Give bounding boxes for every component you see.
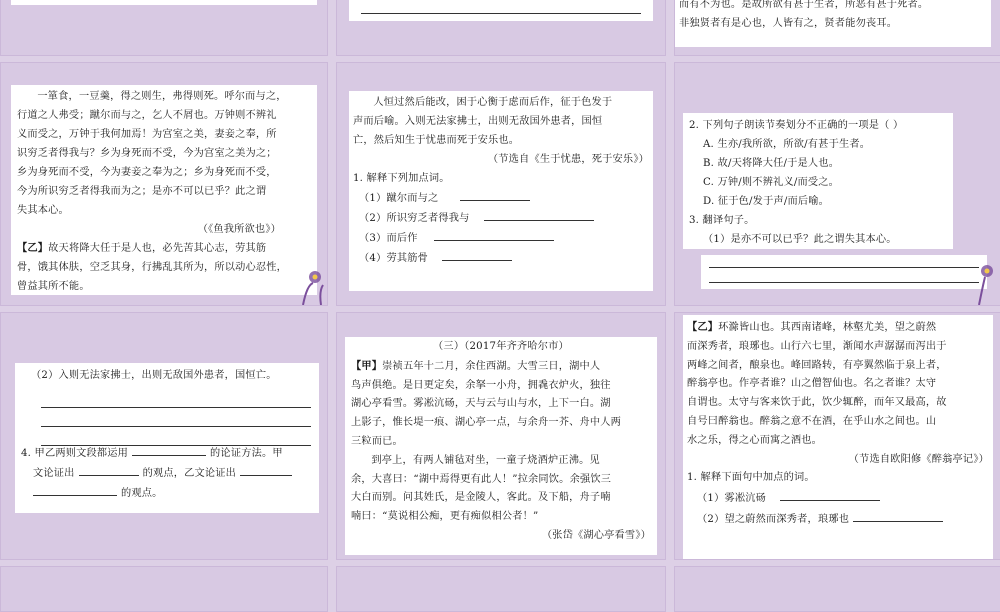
answer-blank[interactable]: [442, 248, 512, 261]
s2-item-3: [353, 228, 649, 248]
s2-item-4-text: （4）劳其筋骨: [359, 253, 429, 264]
card-s4: [15, 363, 319, 513]
s3-option-c[interactable]: C. 万钟/则不辨礼义/而受之。: [703, 177, 840, 188]
s6-yi-tag: 【乙】: [687, 321, 719, 333]
s3-option-a[interactable]: A. 生亦/我所欲，所欲/有甚于生者。: [703, 139, 871, 150]
s6-line-5: 自谓也。太守与客来饮于此，饮少辄醉，而年又最高，故: [687, 397, 947, 409]
s5-line-8: 大白而别。问其姓氏，是金陵人，客此。及下船，舟子喃: [351, 492, 611, 504]
s1-yi-line-2: 骨，饿其体肤，空乏其身，行拂乱其所为，所以动心忍性，: [17, 262, 288, 273]
s3-q3: 3. 翻译句子。: [689, 215, 755, 226]
s2-source: （节选自《生于忧患，死于安乐》）: [487, 154, 649, 165]
card-top-left: [11, 0, 317, 5]
slide-2: [336, 62, 666, 306]
slide-top-right: [674, 0, 1000, 56]
s5-line-4: 上影子，惟长堤一痕、湖心亭一点，与余舟一芥、舟中人两: [351, 417, 622, 429]
slide-6: [674, 312, 1000, 560]
s4-q4-line-1: [21, 443, 313, 463]
top-right-line-2: 非独贤者有是心也，人皆有之，贤者能勿丧耳。: [679, 18, 898, 29]
s6-line-6: 自号曰醉翁也。醉翁之意不在酒，在乎山水之间也。山: [687, 415, 937, 427]
s2-q1: 1. 解释下列加点词。: [353, 173, 450, 184]
s2-line-3: 亡，然后知生于忧患而死于安乐也。: [353, 135, 520, 146]
slide-5: [336, 312, 666, 560]
s6-yi-para: [687, 318, 989, 338]
answer-blank[interactable]: [460, 188, 530, 201]
card-s5: [345, 337, 657, 555]
s5-line-7: 余，大喜曰：“湖中焉得更有此人！”拉余同饮。余强饮三: [351, 473, 612, 485]
s5-line-2: 鸟声俱绝。是日更定矣，余拏一小舟，拥毳衣炉火，独往: [351, 379, 611, 391]
s6-line-4: 醉翁亭也。作亭者谁？山之僧智仙也。名之者谁？太守: [687, 378, 937, 390]
s6-item-2-text: （2）望之蔚然而深秀者，琅琊也: [697, 513, 850, 525]
s2-item-1-text: （1）蹴尔而与之: [359, 193, 439, 204]
s1-source: （《鱼我所欲也》）: [197, 224, 281, 235]
s4-q4-line-2: [21, 463, 313, 483]
s3-option-b[interactable]: B. 故/天将降大任/于是人也。: [703, 158, 840, 169]
s5-line-6: 到亭上，有两人铺毡对坐，一童子烧酒炉正沸。见: [371, 454, 600, 466]
s1-yi-line-3: 曾益其所不能。: [17, 281, 90, 292]
slide-bottom-mid: [336, 566, 666, 612]
s5-jia-para: [351, 357, 651, 377]
answer-blank[interactable]: [240, 463, 292, 476]
s6-line-3: 两峰之间者，酿泉也。峰回路转，有亭翼然临于泉上者，: [687, 359, 947, 371]
s5-line-9: 喃曰：“莫说相公痴，更有痴似相公者！”: [351, 511, 539, 523]
s4-q3-2: （2）入则无法家拂士，出则无敌国外患者，国恒亡。: [31, 370, 277, 381]
s4-q4-e: 的观点。: [121, 488, 163, 499]
s2-item-2: [353, 208, 649, 228]
s6-line-1: 环滁皆山也。其西南诸峰，林壑尤美，望之蔚然: [718, 322, 937, 333]
card-top-right: [675, 0, 991, 47]
s4-q4-c: 文论证出: [33, 468, 75, 479]
s1-line-6: 今为所识穷乏者得我而为之；是亦不可以已乎？此之谓: [17, 186, 267, 197]
slide-top-mid: [336, 0, 666, 56]
answer-line[interactable]: [709, 282, 979, 283]
s2-line-2: 声而后喻。入则无法家拂士，出则无敌国外患者，国恒: [353, 116, 603, 127]
s1-line-7: 失其本心。: [17, 205, 69, 216]
s6-item-2: [687, 509, 989, 530]
answer-blank[interactable]: [484, 208, 594, 221]
slide-bottom-left: [0, 566, 328, 612]
s6-item-1: [687, 488, 989, 509]
s6-line-7: 水之乐，得之心而寓之酒也。: [687, 434, 823, 446]
top-right-line-1: 而有不为也。是故所欲有甚于生者，所恶有甚于死者。: [679, 0, 929, 10]
s1-line-2: 行道之人弗受；蹴尔而与之，乞人不屑也。万钟则不辨礼: [17, 110, 277, 121]
top-left-partial-text: [11, 0, 317, 1]
s1-line-1: 一箪食，一豆羹，得之则生，弗得则死。呼尔而与之，: [37, 91, 287, 102]
s1-line-3: 义而受之，万钟于我何加焉！为宫室之美，妻妾之奉，所: [17, 129, 277, 140]
answer-blank[interactable]: [33, 483, 117, 496]
s2-line-1: 人恒过然后能改，困于心衡于虑而后作，征于色发于: [373, 97, 613, 108]
s2-item-4: [353, 248, 649, 268]
slide-top-left: [0, 0, 328, 56]
card-top-mid: [349, 0, 653, 21]
s5-line-1: 崇祯五年十二月，余住西湖。大雪三日，湖中人: [382, 360, 601, 372]
card-s1: [11, 85, 317, 295]
card-s6: [683, 315, 993, 559]
s3-q3-1: （1）是亦不可以已乎？此之谓失其本心。: [703, 234, 897, 245]
s2-item-2-text: （2）所识穷乏者得我与: [359, 213, 470, 224]
s1-line-5: 乡为身死而不受，今为妻妾之奉为之；乡为身死而不受，: [17, 167, 277, 178]
card-s2: [349, 91, 653, 291]
card-s3-answer: [701, 255, 987, 289]
answer-line[interactable]: [41, 407, 311, 408]
answer-line[interactable]: [41, 426, 311, 427]
s2-item-1: [353, 188, 649, 208]
answer-blank[interactable]: [79, 463, 139, 476]
s1-line-4: 识穷乏者得我与？乡为身死而不受，今为宫室之美为之；: [17, 148, 277, 159]
s4-q4-line-3: [21, 483, 313, 503]
answer-blank[interactable]: [780, 488, 880, 501]
s6-item-1-text: （1）雾凇沆砀: [697, 493, 767, 505]
card-s3: [683, 113, 953, 249]
s1-yi-line-1: 故天将降大任于是人也，必先苦其心志，劳其筋: [48, 243, 267, 254]
slide-1: [0, 62, 328, 306]
s3-q2: 2. 下列句子朗读节奏划分不正确的一项是（ ）: [689, 120, 904, 131]
s3-option-d[interactable]: D. 征于色/发于声/而后喻。: [703, 196, 830, 207]
s4-q4-d: 的观点，乙文论证出: [142, 468, 237, 479]
s6-source: （节选自欧阳修《醉翁亭记》）: [848, 453, 989, 465]
s6-q1: 1. 解释下面句中加点的词。: [687, 472, 815, 484]
s4-q4-a: 4. 甲乙两则文段都运用: [21, 448, 129, 459]
slide-3: [674, 62, 1000, 306]
s4-q4-b: 的论证方法。甲: [210, 448, 283, 459]
answer-line: [361, 13, 641, 14]
answer-line[interactable]: [41, 445, 311, 446]
s6-line-2: 而深秀者，琅琊也。山行六七里，渐闻水声潺潺而泻出于: [687, 340, 947, 352]
answer-blank[interactable]: [853, 509, 943, 522]
s5-jia-tag: 【甲】: [351, 359, 383, 372]
s1-yi-para: [17, 239, 311, 258]
s5-line-3: 湖心亭看雪。雾凇沆砀，天与云与山与水，上下一白。湖: [351, 398, 611, 410]
flower-decoration-icon: [971, 253, 1000, 305]
flower-decoration-icon: [293, 255, 327, 305]
s5-source: （张岱《湖心亭看雪》）: [541, 529, 651, 541]
answer-blank[interactable]: [434, 228, 554, 241]
s5-heading: （三）（2017年齐齐哈尔市）: [433, 341, 569, 352]
s1-yi-tag: 【乙】: [17, 242, 49, 254]
answer-line[interactable]: [709, 267, 979, 268]
slide-4: [0, 312, 328, 560]
s5-line-5: 三粒而已。: [351, 435, 403, 447]
s2-item-3-text: （3）而后作: [359, 233, 418, 244]
slide-bottom-right: [674, 566, 1000, 612]
